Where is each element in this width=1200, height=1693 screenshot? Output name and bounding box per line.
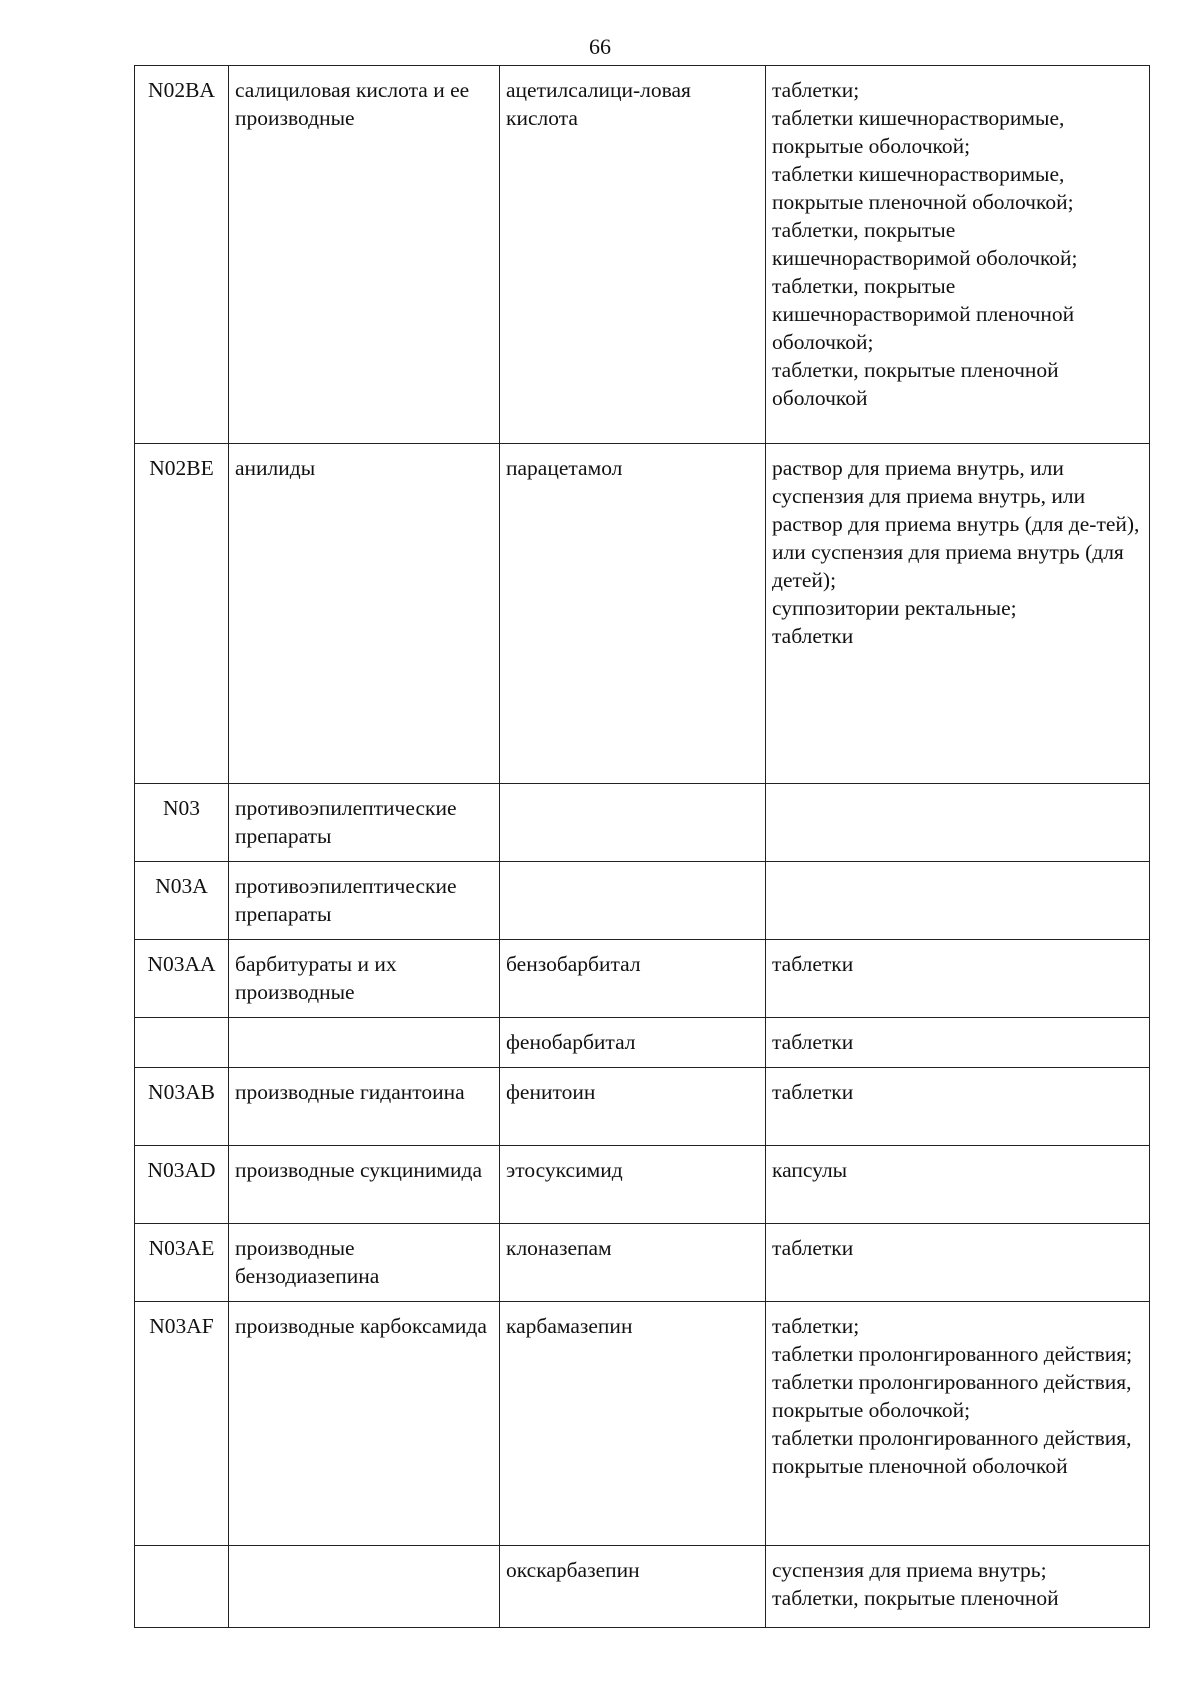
pharmacological-group-cell: производные гидантоина (229, 1068, 500, 1146)
drug-name-cell: этосуксимид (500, 1146, 766, 1224)
drug-table (134, 65, 1150, 1628)
pharmacological-group-cell: производные сукцинимида (229, 1146, 500, 1224)
pharmacological-group-cell: производные бензодиазепина (229, 1224, 500, 1302)
drug-name-cell: ацетилсалици-ловая кислота (500, 66, 766, 444)
drug-name-cell (500, 784, 766, 862)
drug-name-cell: парацетамол (500, 444, 766, 784)
pharmacological-group-cell (229, 1018, 500, 1068)
drug-name-cell: карбамазепин (500, 1302, 766, 1546)
dosage-form-cell: таблетки (766, 1068, 1150, 1146)
table-row (135, 444, 1150, 784)
table-row (135, 784, 1150, 862)
page-number: 66 (589, 34, 611, 59)
table-row (135, 1068, 1150, 1146)
atc-code-cell (135, 1018, 229, 1068)
atc-code-cell: N03AB (135, 1068, 229, 1146)
drug-name-cell (500, 862, 766, 940)
dosage-form-cell: таблетки; таблетки пролонгированного действия; таблетки пролонгированного действия, покрытые оболочкой; таблетки пролонгированного действия, покрытые пленочной оболочкой (766, 1302, 1150, 1546)
table-row (135, 1146, 1150, 1224)
pharmacological-group-cell: производные карбоксамида (229, 1302, 500, 1546)
atc-code-cell: N02BE (135, 444, 229, 784)
dosage-form-cell: таблетки (766, 940, 1150, 1018)
dosage-form-cell: таблетки; таблетки кишечнорастворимые, покрытые оболочкой; таблетки кишечнорастворимые, покрытые пленочной оболочкой; таблетки, покрытые кишечнорастворимой оболочкой; таблетки, покрытые кишечнорастворимой пленочной оболочкой; таблетки, покрытые пленочной оболочкой (766, 66, 1150, 444)
pharmacological-group-cell: барбитураты и их производные (229, 940, 500, 1018)
drug-name-cell: фенобарбитал (500, 1018, 766, 1068)
table-row (135, 862, 1150, 940)
pharmacological-group-cell: противоэпилептические препараты (229, 862, 500, 940)
pharmacological-group-cell: анилиды (229, 444, 500, 784)
table-row (135, 1546, 1150, 1628)
drug-name-cell: окскарбазепин (500, 1546, 766, 1628)
atc-code-cell: N03A (135, 862, 229, 940)
dosage-form-cell: суспензия для приема внутрь; таблетки, покрытые пленочной (766, 1546, 1150, 1628)
table-row (135, 1224, 1150, 1302)
atc-code-cell: N02BA (135, 66, 229, 444)
pharmacological-group-cell: противоэпилептические препараты (229, 784, 500, 862)
atc-code-cell (135, 1546, 229, 1628)
pharmacological-group-cell (229, 1546, 500, 1628)
table-row (135, 1018, 1150, 1068)
atc-code-cell: N03AD (135, 1146, 229, 1224)
drug-name-cell: клоназепам (500, 1224, 766, 1302)
drug-name-cell: фенитоин (500, 1068, 766, 1146)
dosage-form-cell: раствор для приема внутрь, или суспензия для приема внутрь, или раствор для приема внутрь (для де-тей), или суспензия для приема внутрь (для детей); суппозитории ректальные; таблетки (766, 444, 1150, 784)
drug-name-cell: бензобарбитал (500, 940, 766, 1018)
table-row (135, 940, 1150, 1018)
atc-code-cell: N03AF (135, 1302, 229, 1546)
atc-code-cell: N03 (135, 784, 229, 862)
dosage-form-cell: таблетки (766, 1224, 1150, 1302)
pharmacological-group-cell: салициловая кислота и ее производные (229, 66, 500, 444)
dosage-form-cell (766, 784, 1150, 862)
dosage-form-cell: капсулы (766, 1146, 1150, 1224)
atc-code-cell: N03AE (135, 1224, 229, 1302)
table-row (135, 66, 1150, 444)
table-row (135, 1302, 1150, 1546)
atc-code-cell: N03AA (135, 940, 229, 1018)
dosage-form-cell: таблетки (766, 1018, 1150, 1068)
dosage-form-cell (766, 862, 1150, 940)
